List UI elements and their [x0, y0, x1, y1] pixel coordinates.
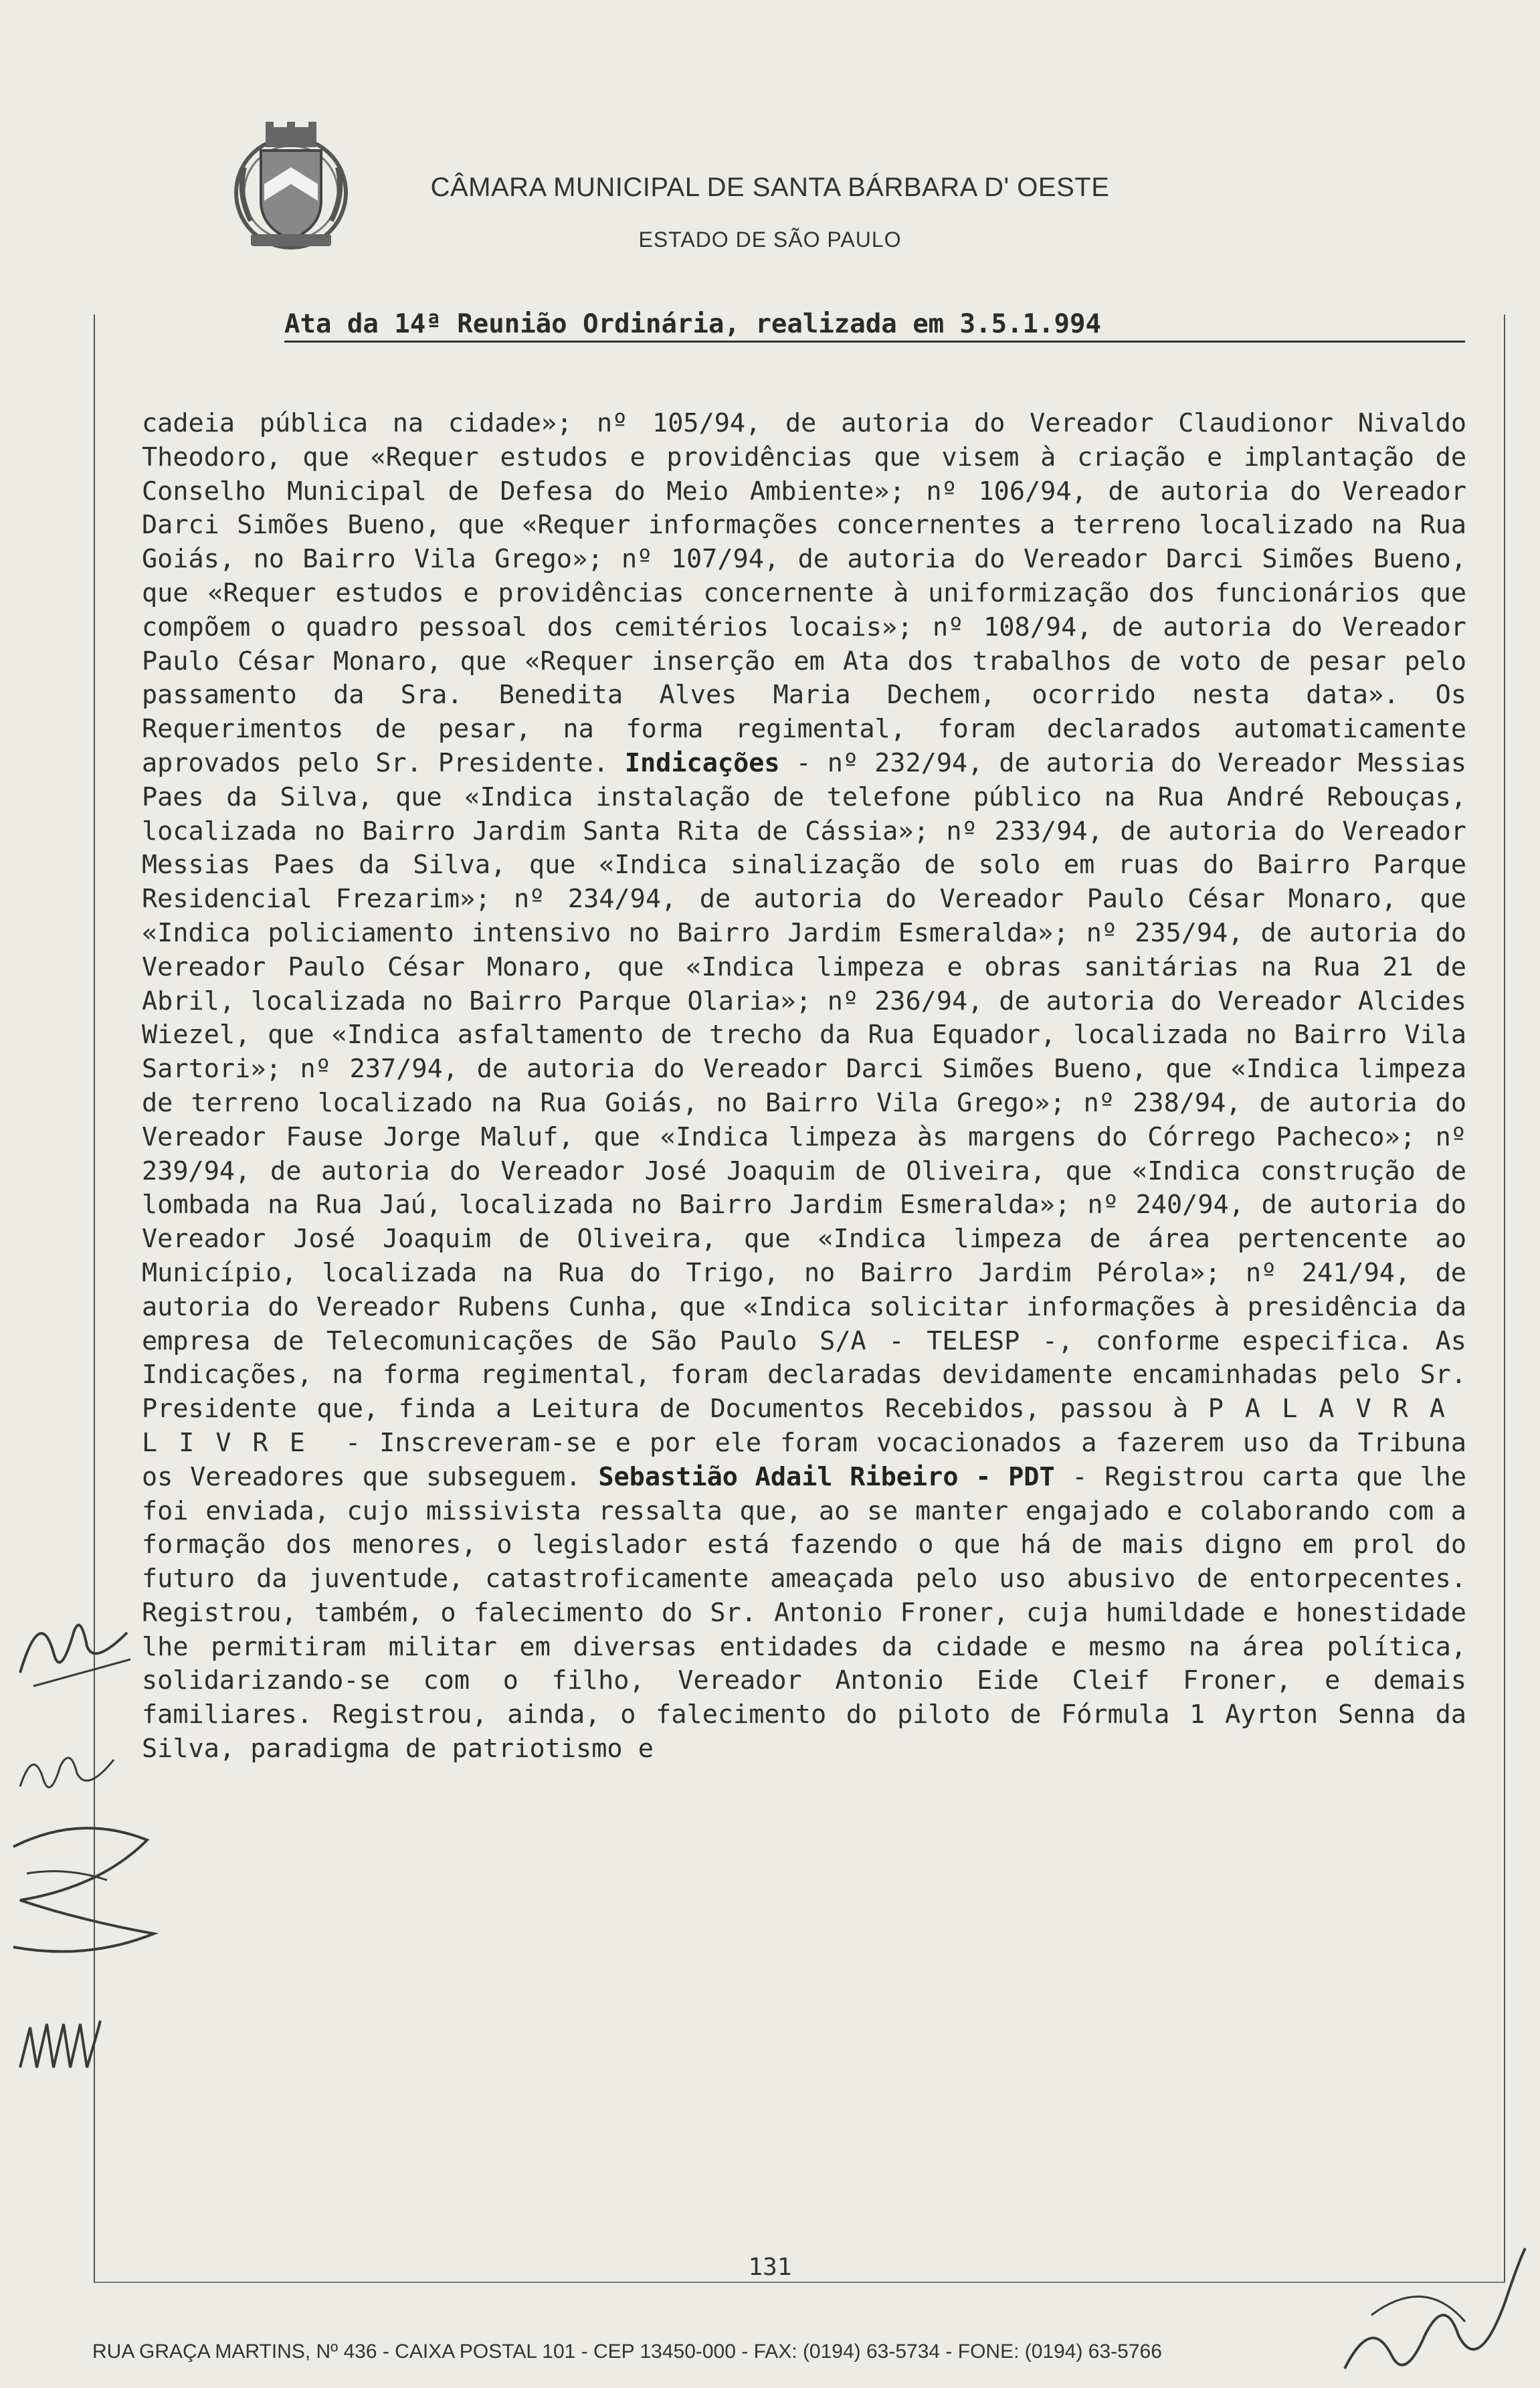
- footer-address: RUA GRAÇA MARTINS, Nº 436 - CAIXA POSTAL 101 - CEP 13450-000 - FAX: (0194) 63-5734 - FONE: (0194) 63-5766: [92, 2340, 1162, 2363]
- minutes-title: Ata da 14ª Reunião Ordinária, realizada em 3.5.1.994: [284, 309, 1465, 343]
- page-number: 131: [748, 2254, 792, 2281]
- margin-signature-1-icon: [13, 1592, 134, 1713]
- bottom-rule: [94, 2282, 1505, 2283]
- margin-signature-2-icon: [13, 1733, 120, 1813]
- palavra-livre-label: PALAVRA LIVRE: [142, 1394, 1466, 1458]
- margin-signature-4-icon: [13, 2007, 107, 2081]
- body-paragraph-3: - Inscreveram-se e por ele foram vocacionados a fazerem uso da Tribuna os Vereadores que subseguem.: [142, 1427, 1466, 1492]
- right-margin-rule: [1504, 314, 1505, 2282]
- speaker-name: Sebastião Adail Ribeiro - PDT: [598, 1461, 1055, 1492]
- indicacoes-label: Indicações: [624, 747, 780, 778]
- corner-signature-icon: [1331, 2235, 1532, 2388]
- minutes-body: [142, 407, 1466, 1766]
- institution-name: CÂMARA MUNICIPAL DE SANTA BÁRBARA D' OESTE: [430, 173, 1110, 202]
- body-paragraph-4: - Registrou carta que lhe foi enviada, cujo missivista ressalta que, ao se manter engajado e colaborando com a formação dos menores, o legislador está fazendo o que há de mais digno em prol do futuro da juventude, catastroficamente ameaçada pelo uso abusivo de entorpecentes. Registrou, também, o falecimento do Sr. Antonio Froner, cuja humildade e honestidade lhe permitiram militar em diversas entidades da cidade e mesmo na área política, solidarizando-se com o filho, Vereador Antonio Eide Cleif Froner, e demais familiares. Registrou, ainda, o falecimento do piloto de Fórmula 1 Ayrton Senna da Silva, paradigma de patriotismo e: [142, 1461, 1466, 1764]
- state-name: ESTADO DE SÃO PAULO: [638, 227, 902, 252]
- body-paragraph-1: cadeia pública na cidade»; nº 105/94, de autoria do Vereador Claudionor Nivaldo Theodoro, que «Requer estudos e providências que visem à criação e implantação de Conselho Municipal de Defesa do Meio Ambiente»; nº 106/94, de autoria do Vereador Darci Simões Bueno, que «Requer informações concernentes a terreno localizado na Rua Goiás, no Bairro Vila Grego»; nº 107/94, de autoria do Vereador Darci Simões Bueno, que «Requer estudos e providências concernente à uniformização dos funcionários que compõem o quadro pessoal dos cemitérios locais»; nº 108/94, de autoria do Vereador Paulo César Monaro, que «Requer inserção em Ata dos trabalhos de voto de pesar pelo passamento da Sra. Benedita Alves Maria Dechem, ocorrido nesta data». Os Requerimentos de pesar, na forma regimental, foram declarados automaticamente aprovados pelo Sr. Presidente.: [142, 408, 1466, 778]
- body-paragraph-2: - nº 232/94, de autoria do Vereador Messias Paes da Silva, que «Indica instalação de telefone público na Rua André Rebouças, localizada no Bairro Jardim Santa Rita de Cássia»; nº 233/94, de autoria do Vereador Messias Paes da Silva, que «Indica sinalização de solo em ruas do Bairro Parque Residencial Frezarim»; nº 234/94, de autoria do Vereador Paulo César Monaro, que «Indica policiamento intensivo no Bairro Jardim Esmeralda»; nº 235/94, de autoria do Vereador Paulo César Monaro, que «Indica limpeza e obras sanitárias na Rua 21 de Abril, localizada no Bairro Parque Olaria»; nº 236/94, de autoria do Vereador Alcides Wiezel, que «Indica asfaltamento de trecho da Rua Equador, localizada no Bairro Vila Sartori»; nº 237/94, de autoria do Vereador Darci Simões Bueno, que «Indica limpeza de terreno localizado na Rua Goiás, no Bairro Vila Grego»; nº 238/94, de autoria do Vereador Fause Jorge Maluf, que «Indica limpeza às margens do Córrego Pacheco»; nº 239/94, de autoria do Vereador José Joaquim de Oliveira, que «Indica construção de lombada na Rua Jaú, localizada no Bairro Jardim Esmeralda»; nº 240/94, de autoria do Vereador José Joaquim de Oliveira, que «Indica limpeza de área pertencente ao Município, localizada na Rua do Trigo, no Bairro Jardim Pérola»; nº 241/94, de autoria do Vereador Rubens Cunha, que «Indica solicitar informações à presidência da empresa de Telecomunicações de São Paulo S/A - TELESP -, conforme especifica. As Indicações, na forma regimental, foram declaradas devidamente encaminhadas pelo Sr. Presidente que, finda a Leitura de Documentos Recebidos, passou à: [142, 747, 1466, 1425]
- left-margin-rule: [94, 314, 95, 2282]
- margin-signature-3-icon: [0, 1807, 161, 1981]
